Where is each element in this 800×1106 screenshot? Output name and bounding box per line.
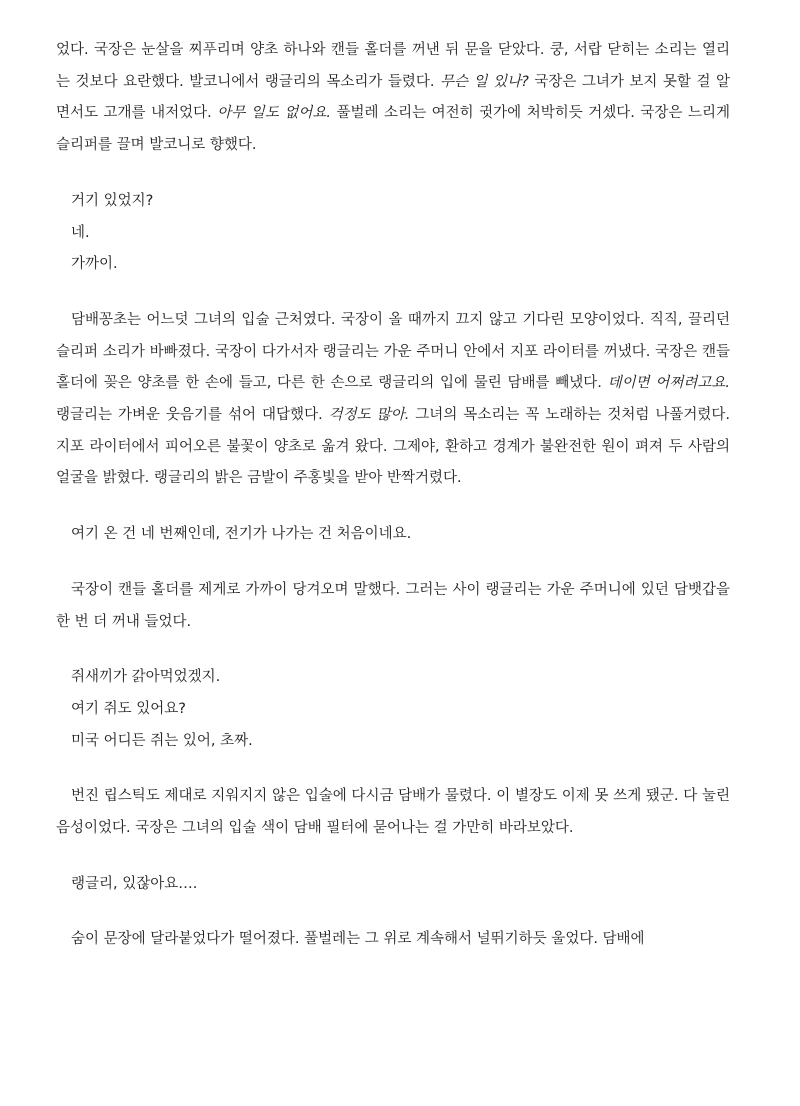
- body-paragraph: [56, 35, 730, 162]
- paragraph-text: 담배꽁초는 어느덧 그녀의 입술 근처였다. 국장이 올 때까지 끄지 않고 기다린 모양이었다. 직직, 끌리던 슬리퍼 소리가 바빠졌다. 국장이 다가서자 랭글리는 가운 주머니 안에서 지포 라이터를 꺼냈다. 국장은 캔들 홀더에 꽂은 양초를 한 손에 들고, 다른 한 손으로 랭글리의 입에 물린 담배를 빼냈다.: [56, 311, 730, 392]
- paragraph-text: 국장은 그녀가 보지 못할 걸 알면서도 고개를 내저었다.: [56, 73, 730, 122]
- italic-inner-speech: 무슨 일 있나?: [440, 73, 529, 90]
- dialogue-line: 가까이.: [71, 256, 118, 273]
- italic-inner-speech: 데이면 어쩌려고요.: [607, 375, 730, 392]
- body-paragraph: [56, 575, 730, 638]
- body-paragraph: [56, 781, 730, 844]
- paragraph-text: 번진 립스틱도 제대로 지워지지 않은 입술에 다시금 담배가 물렸다. 이 별장도 이제 못 쓰게 됐군. 다 눌린 음성이었다. 국장은 그녀의 입술 색이 담배 필터에 묻어나는 걸 가만히 바라보았다.: [56, 788, 730, 837]
- dialogue-block: [56, 186, 730, 281]
- body-paragraph: [56, 519, 730, 551]
- dialogue-line: 여기 쥐도 있어요?: [71, 700, 186, 717]
- dialogue-line: 미국 어디든 쥐는 있어, 초짜.: [71, 732, 253, 749]
- body-paragraph: [56, 305, 730, 495]
- italic-inner-speech: 걱정도 많아.: [328, 407, 410, 424]
- paragraph-text: 풀벌레 소리는 여전히 귓가에 처박히듯 거셌다. 국장은 느리게 슬리퍼를 끌며 발코니로 향했다.: [56, 105, 730, 154]
- paragraph-text: 랭글리는 가벼운 웃음기를 섞어 대답했다.: [56, 407, 329, 424]
- paragraph-text: 랭글리, 있잖아요….: [71, 875, 198, 892]
- italic-inner-speech: 아무 일도 없어요.: [217, 105, 331, 122]
- paragraph-text: 국장이 캔들 홀더를 제게로 가까이 당겨오며 말했다. 그러는 사이 랭글리는 가운 주머니에 있던 담뱃갑을 한 번 더 꺼내 들었다.: [56, 581, 730, 630]
- body-paragraph: [56, 869, 730, 901]
- dialogue-line: 쥐새끼가 갉아먹었겠지.: [71, 669, 221, 686]
- dialogue-line: 거기 있었지?: [71, 192, 154, 209]
- body-paragraph: [56, 924, 730, 956]
- paragraph-text: 숨이 문장에 달라붙었다가 떨어졌다. 풀벌레는 그 위로 계속해서 널뛰기하듯 울었다. 담배에: [71, 931, 645, 948]
- paragraph-text: 그녀의 목소리는 꼭 노래하는 것처럼 나풀거렸다. 지포 라이터에서 피어오른 불꽃이 양초로 옮겨 왔다. 그제야, 환하고 경계가 불완전한 원이 펴져 두 사람의 얼굴을 밝혔다. 랭글리의 밝은 금발이 주홍빛을 받아 반짝거렸다.: [56, 407, 730, 487]
- paragraph-text: 여기 온 건 네 번째인데, 전기가 나가는 건 처음이네요.: [71, 526, 412, 543]
- dialogue-line: 네.: [71, 224, 90, 241]
- dialogue-block: [56, 662, 730, 757]
- paragraph-text: 었다. 국장은 눈살을 찌푸리며 양초 하나와 캔들 홀더를 꺼낸 뒤 문을 닫았다. 쿵, 서랍 닫히는 소리는 열리는 것보다 요란했다. 발코니에서 랭글리의 목소리가 들렸다.: [56, 42, 730, 90]
